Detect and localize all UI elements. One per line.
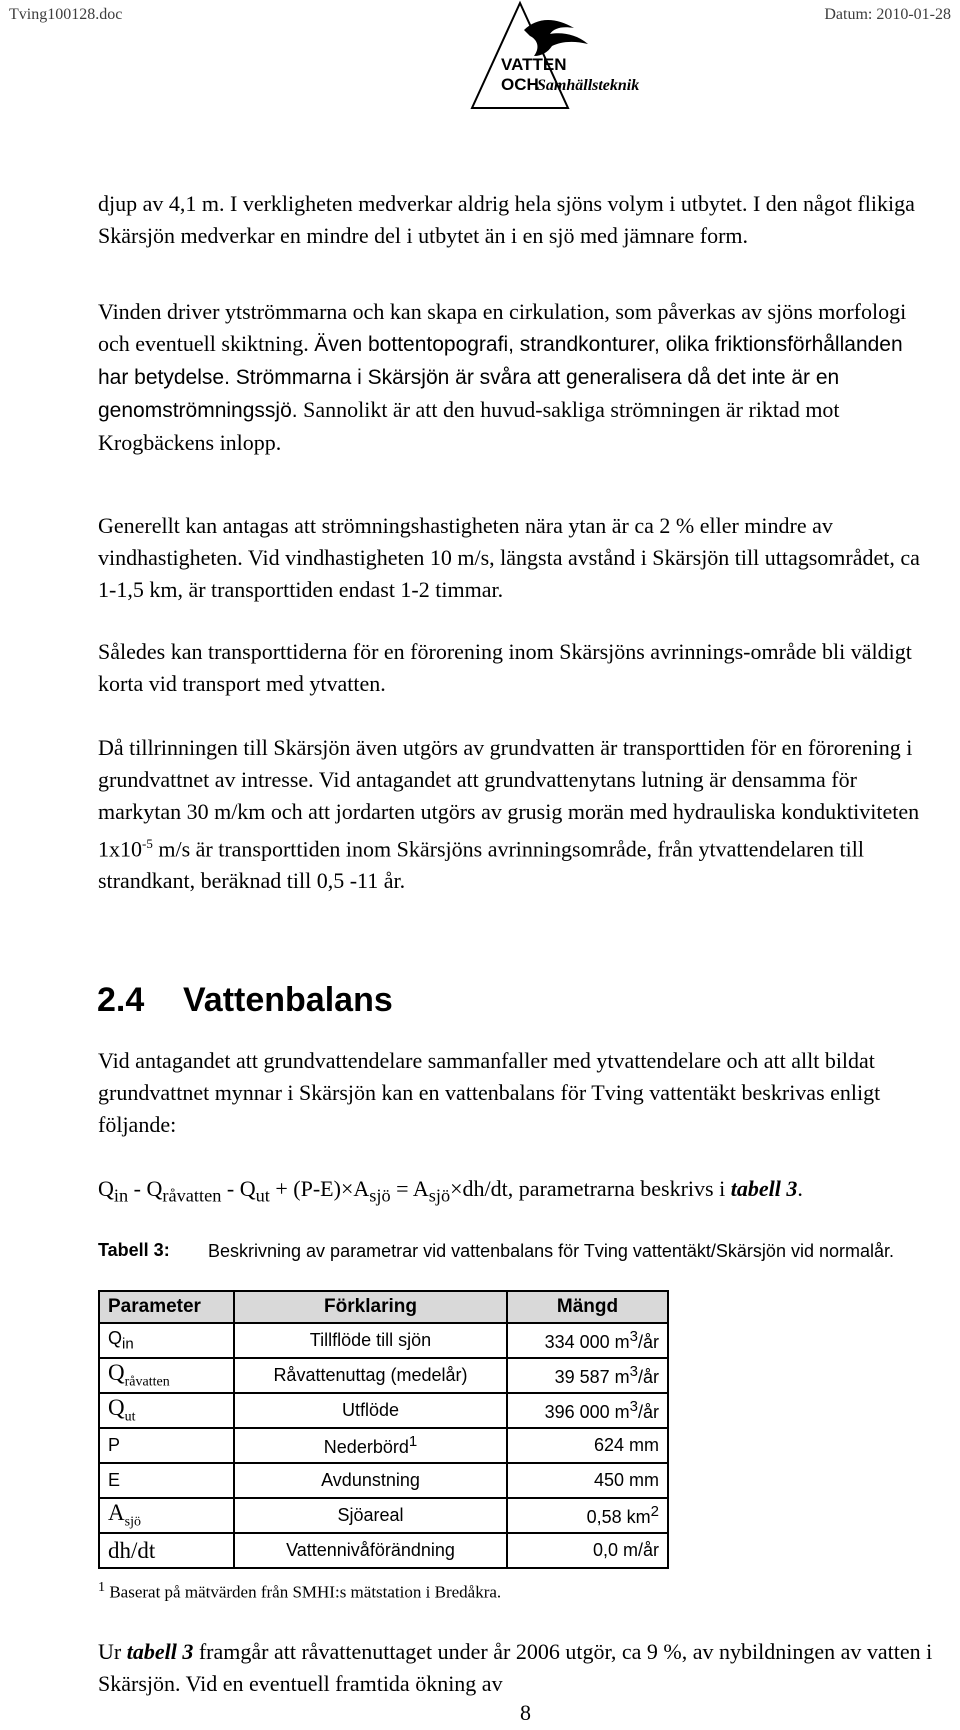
paragraph-5: Då tillrinningen till Skärsjön även utgörs av grundvatten är transporttiden för en förorening i grundvattnet av intresse. Vid antagandet att grundvattenytans lutning är densamma för markytan 30 m/km och att jordarten utgörs av grusig morän med hydrauliska konduktiviteten $1x10^{-5}$ m/s är transporttiden inom Skärsjöns avrinningsområde, från ytvattendelaren till strandkant, beräknad till 0,5 -11 år. (98, 735, 920, 894)
param-symbol: $Q_{in}$ (99, 1323, 234, 1358)
paragraph-1: djup av 4,1 m. I verkligheten medverkar aldrig hela sjöns volym i utbytet. I den något flikiga Skärsjön medverkar en mindre del i utbytet än i en sjö med jämnare form. (98, 191, 915, 248)
param-description: Avdunstning (234, 1463, 507, 1498)
table-row (99, 1498, 668, 1533)
param-description: Sjöareal (234, 1498, 507, 1533)
table-caption-label: Tabell 3: (98, 1240, 170, 1260)
section-heading: 2.4 Vattenbalans (97, 981, 393, 1019)
param-amount: 624 mm (507, 1428, 668, 1463)
table-header-row (99, 1291, 668, 1323)
closing-paragraph: Ur tabell 3 framgår att råvattenuttaget under år 2006 utgör, ca 9 %, av nybildningen av vatten i Skärsjön. Vid en eventuell framtida ökning av (98, 1639, 933, 1696)
table-row (99, 1463, 668, 1498)
table-row (99, 1533, 668, 1568)
param-description: Utflöde (234, 1393, 507, 1428)
column-header: Mängd (507, 1291, 668, 1323)
paragraph-4: Således kan transporttiderna för en förorening inom Skärsjöns avrinnings-område bli väldigt korta vid transport med ytvatten. (98, 639, 912, 696)
svg-text:Samhällsteknik: Samhällsteknik (537, 77, 640, 94)
water-balance-equation: $Q_{in} - Q_{råvatten} - Q_{ut} + (P-E)\times A_{sjö} = A_{sjö}\times dh/dt$, parametrarna beskrivs i tabell 3. (98, 1176, 803, 1206)
param-symbol: P (99, 1428, 234, 1463)
section-intro: Vid antagandet att grundvattendelare sammanfaller med ytvattendelare och att allt bildat grundvattnet mynnar i Skärsjön kan en vattenbalans för Tving vattentäkt beskrivas enligt följande: (98, 1048, 881, 1137)
param-amount: 450 mm (507, 1463, 668, 1498)
table-row (99, 1393, 668, 1428)
param-amount: 39 587 $m^3/år$ (507, 1358, 668, 1393)
param-description: Vattennivåförändning (234, 1533, 507, 1568)
param-amount: 0,0 m/år (507, 1533, 668, 1568)
param-description: Tillflöde till sjön (234, 1323, 507, 1358)
parameter-table (98, 1290, 669, 1569)
header-date: Datum: 2010-01-28 (824, 6, 951, 23)
svg-text:OCH: OCH (501, 75, 539, 94)
param-symbol: $A_{sjö}$ (99, 1498, 234, 1533)
paragraph-2: Vinden driver ytströmmarna och kan skapa en cirkulation, som påverkas av sjöns morfologi och eventuell skiktning. Även bottentopografi, strandkonturer, olika friktionsförhållanden har betydelse. Strömmarna i Skärsjön är svåra att generalisera då det inte är en genomströmningssjö. Sannolikt är att den huvud-sakliga strömningen är riktad mot Krogbäckens inlopp. (98, 299, 907, 455)
param-amount: 0,58 $km^2$ (507, 1498, 668, 1533)
param-symbol: $Q_{ut}$ (99, 1393, 234, 1428)
param-symbol: $Q_{råvatten}$ (99, 1358, 234, 1393)
table-row (99, 1358, 668, 1393)
param-amount: 334 000 $m^3/år$ (507, 1323, 668, 1358)
table-footnote: $^1$ Baserat på mätvärden från SMHI:s mätstation i Bredåkra. (98, 1579, 502, 1602)
company-logo (404, 0, 644, 120)
page-number: 8 (520, 1700, 531, 1725)
param-symbol: E (99, 1463, 234, 1498)
param-amount: 396 000 $m^3/år$ (507, 1393, 668, 1428)
header-filename: Tving100128.doc (9, 6, 123, 23)
column-header: Förklaring (234, 1291, 507, 1323)
paragraph-3: Generellt kan antagas att strömningshastigheten nära ytan är ca 2 % eller mindre av vindhastigheten. Vid vindhastigheten 10 m/s, längsta avstånd i Skärsjön till uttagsområdet, ca 1-1,5 km, är transporttiden endast 1-2 timmar. (98, 513, 920, 602)
param-description: Nederbörd$^1$ (234, 1428, 507, 1463)
table-caption-text: Beskrivning av parametrar vid vattenbalans för Tving vattentäkt/Skärsjön vid normalår. (208, 1241, 894, 1261)
param-description: Råvattenuttag (medelår) (234, 1358, 507, 1393)
svg-text:VATTEN: VATTEN (501, 55, 567, 74)
column-header: Parameter (99, 1291, 234, 1323)
param-symbol: dh/dt (99, 1533, 234, 1568)
table-row (99, 1323, 668, 1358)
table-row (99, 1428, 668, 1463)
